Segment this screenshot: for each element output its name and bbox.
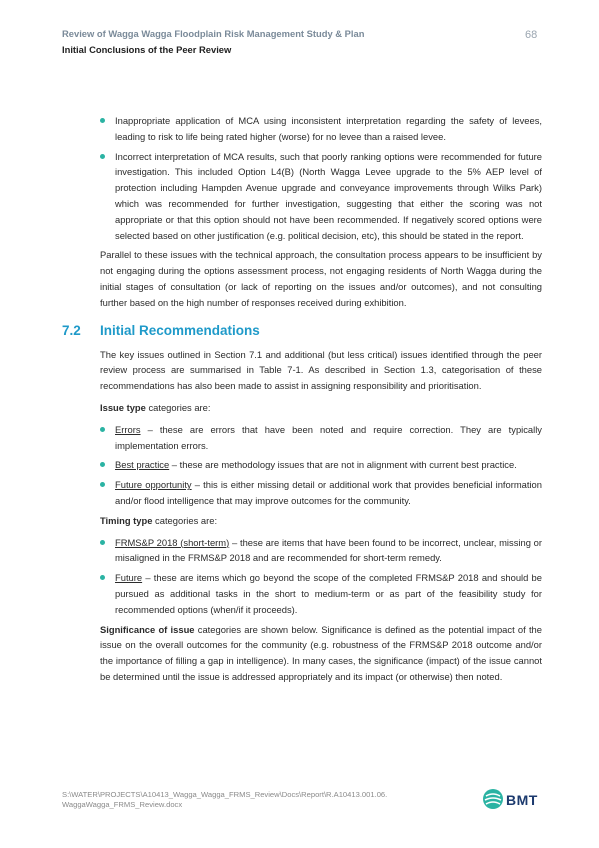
term-errors: Errors	[115, 423, 141, 435]
bullet-dot-icon	[100, 540, 105, 545]
bullet-dot-icon	[100, 427, 105, 432]
bullet-text: Incorrect interpretation of MCA results, such that poorly ranking options were recommended for future investigation. This included Option L4(B) (North Wagga Levee upgrade to the 5% AEP level of protection including Hampden Avenue upgrade and conveyance improvements through Wilks Park) which was recommended for further investigation, suggesting that either the scoring was not appropriate or that this option should not have been recommended. If negatively scored options were selected based on other justification (e.g. political decision, etc), this should be stated in the report.	[115, 150, 542, 241]
chapter-title: Initial Conclusions of the Peer Review	[62, 44, 232, 55]
paragraph-consultation: Parallel to these issues with the technical approach, the consultation process appears to be insufficient by not engaging during the options assessment process, not engaging residents of North Wagga during the initial stages of consultation (or lack of reporting on the issues and/or outcomes), and not consulting further based on the high number of responses received during exhibition.	[100, 249, 542, 308]
timing-type-lead: Timing type categories are:	[100, 514, 218, 526]
bmt-globe-icon	[482, 788, 504, 810]
term-short-term: FRMS&P 2018 (short-term)	[115, 536, 230, 548]
term-best-practice: Best practice	[115, 459, 170, 471]
logo-text: BMT	[506, 792, 538, 808]
bullet-item: Errors – these are errors that have been noted and require correction. They are typically implementation errors.	[100, 422, 542, 454]
issue-type-lead: Issue type categories are:	[100, 401, 211, 413]
bullet-dot-icon	[100, 118, 105, 123]
section-number: 7.2	[62, 322, 81, 338]
bullet-item: FRMS&P 2018 (short-term) – these are items that have been found to be incorrect, unclear, missing or misaligned in the FRMS&P 2018 and are recommended for short-term remedy.	[100, 535, 542, 567]
term-future: Future	[115, 572, 143, 584]
document-title: Review of Wagga Wagga Floodplain Risk Management Study & Plan	[62, 28, 365, 39]
term-future-opportunity: Future opportunity	[115, 479, 192, 491]
bullet-dot-icon	[100, 482, 105, 487]
paragraph-key-issues: The key issues outlined in Section 7.1 and additional (but less critical) issues identified through the peer review process are summarised in Table 7-1. As described in Section 1.3, categorisation of these recommendations has also been made to assist in assigning responsibility and prioritisation.	[100, 348, 542, 392]
bullet-dot-icon	[100, 575, 105, 580]
bullet-item: Future opportunity – this is either missing detail or additional work that provides beneficial information and/or flood intelligence that may improve outcomes for the community.	[100, 477, 542, 509]
bullet-item	[100, 149, 542, 244]
bullet-item	[100, 113, 542, 145]
bullet-text: Inappropriate application of MCA using inconsistent interpretation regarding the safety of levees, leading to risk to life being rated higher (worse) for no levee than a raised levee.	[115, 115, 542, 142]
section-heading	[62, 321, 542, 347]
section-title: Initial Recommendations	[100, 322, 260, 338]
page-body	[62, 113, 543, 691]
bullet-dot-icon	[100, 154, 105, 159]
file-path: S:\WATER\PROJECTS\A10413_Wagga_Wagga_FRMS_Review\Docs\Report\R.A10413.001.06. WaggaWagga_FRMS_Review.docx	[62, 790, 388, 809]
significance-paragraph: Significance of issue categories are shown below. Significance is defined as the potential impact of the issue on the overall outcomes for the community (e.g. robustness of the FRMS&P 2018 outcome and/or the importance of filling a gap in intelligence). In many cases, the significance (impact) of the issue cannot be determined until the issue is addressed appropriately and its impact (or otherwise) then noted.	[100, 623, 542, 682]
page-number: 68	[525, 29, 538, 41]
bullet-dot-icon	[100, 462, 105, 467]
bullet-item: Best practice – these are methodology issues that are not in alignment with current best practice.	[100, 457, 542, 473]
bmt-logo	[482, 786, 544, 812]
bullet-item: Future – these are items which go beyond the scope of the completed FRMS&P 2018 and should be pursued as additional tasks in the short to medium-term or as part of the feasibility study for recommended options (when/if it proceeds).	[100, 570, 542, 617]
